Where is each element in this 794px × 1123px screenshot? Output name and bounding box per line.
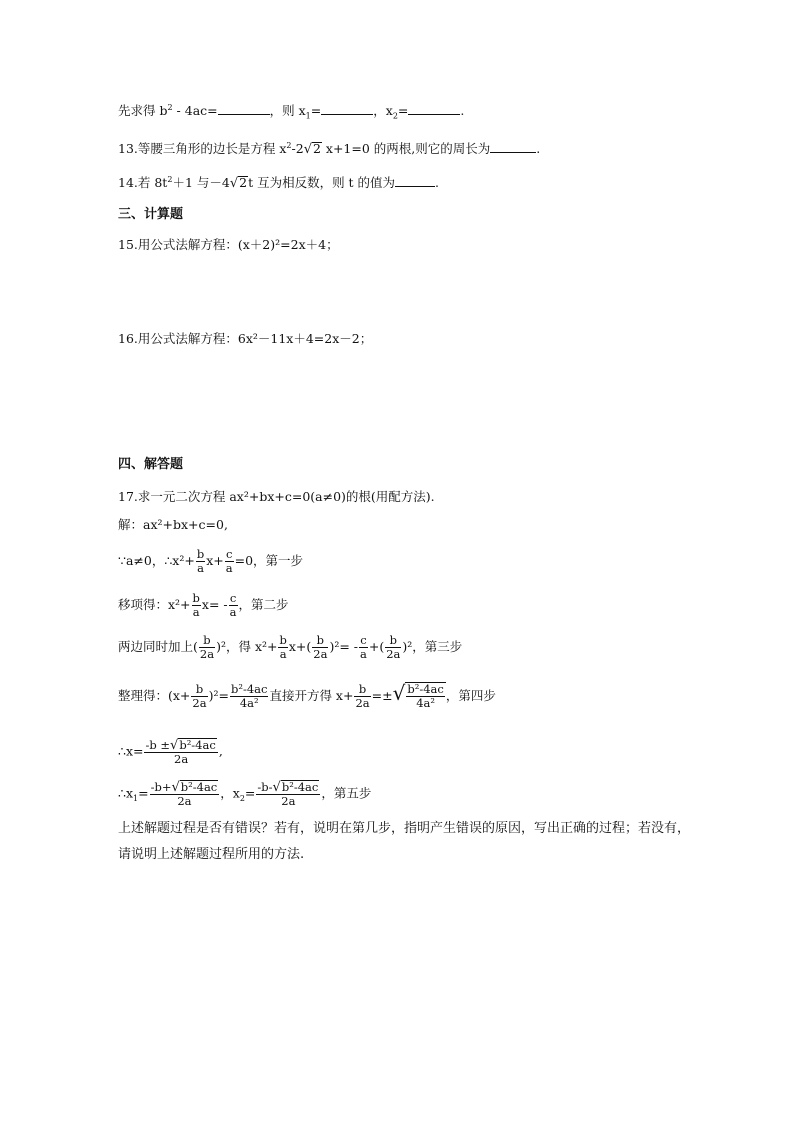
q12-line: 先求得 $b^2 - 4ac=$ ，则 $x_1=$ ，$x_2=$ . [118,102,465,121]
fraction-b-over-a: $\frac{b}{a}$ [192,591,200,619]
q17-step-3 [118,634,462,661]
q17-solution-start: 解：ax²+bx+c=0, [118,517,228,532]
step2-text-tail: ，第二步 [238,597,289,612]
q17-step-5a [118,738,223,766]
fraction-c-over-a: $\frac{c}{a}$ [360,633,367,661]
step4-text-e: ，第四步 [445,688,496,703]
step5a-text: ∴x= [118,743,144,759]
step3-text-d: )²= - [329,639,359,654]
q17-step-1 [118,548,303,575]
step1-text-tail: =0，第一步 [234,553,304,568]
q12-text-mid: - 4ac= [172,103,218,118]
fraction-root-2: $\frac{\text{-b-√b²-4ac}}{2a}$ [257,780,319,808]
fraction-root-1: $\frac{\text{-b+√b²-4ac}}{2a}$ [150,780,218,808]
step5b-text-tail: ，第五步 [321,785,372,801]
step1-text-mid: x+ [206,553,224,568]
q12-blank-2[interactable] [321,102,373,115]
q13-radicand: 2 [312,141,321,156]
q15-text: 15.用公式法解方程：(x＋2)²=2x＋4； [118,237,339,252]
step4-text: 整理得：(x+ [118,688,191,703]
step2-text-mid: x= - [201,597,228,612]
step5b-eq2: = [244,785,256,801]
fraction-c-over-a: $\frac{c}{a}$ [225,547,233,575]
step4-text-b: )²= [208,688,229,703]
step4-text-d: =± [371,688,393,703]
q12-blank-3[interactable] [408,102,460,115]
step3-text-f: )²，第三步 [402,639,463,654]
q14-blank[interactable] [395,174,435,187]
fraction-b-over-2a: $\frac{b}{2a}$ [386,633,401,661]
sqrt-sign-icon: √ [303,142,312,157]
fraction-b-over-2a: $\frac{b}{2a}$ [192,682,207,710]
q13-coef: -2 [291,141,304,156]
q17-step-4 [118,682,496,710]
section-4-heading: 四、解答题 [118,457,184,472]
step1-text: ∵a≠0，∴x²+ [118,553,195,568]
q12-text: 先求得 b [118,103,168,118]
step2-text: 移项得：x²+ [118,597,191,612]
q12-x1-label: ，则 x [269,103,306,118]
q13-line: 13.等腰三角形的边长是方程 $x^2-2√2$ x+1=0 的两根,则它的周长为 . [118,140,541,157]
fraction-c-over-a: $\frac{c}{a}$ [229,591,237,619]
step4-text-c: 直接开方得 x+ [269,688,354,703]
q13-end: . [536,141,541,156]
sqrt-disc-over-4a2: $\frac{\text{b²-4ac}}{\text{4a²}}$ [407,682,444,710]
q14-line: 14.若 $8t^2+1$ 与－4√2t 互为相反数，则 t 的值为 . [118,174,440,191]
section-3-heading: 三、计算题 [118,207,184,222]
fraction-b-over-a: $\frac{b}{a}$ [279,633,287,661]
q14-text-mid: ＋1 与－4 [172,175,230,190]
sqrt-sign-icon: √ [229,176,239,191]
q12-x2-label: ，x [373,103,393,118]
q17-step-5b: $\therefore x_1=$ $\frac{\text{-b+√b²-4ac}}{2a}$ ，$x_2=$ $\frac{\text{-b-√b²-4ac}}{2a}$ ，第五步 [118,780,372,808]
fraction-disc-over-4a2: $\frac{\text{b²-4ac}}{\text{4a²}}$ [230,682,268,710]
q14-end: . [435,175,440,190]
step3-text-b: )²，得 x²+ [216,639,278,654]
fraction-b-over-a: $\frac{b}{a}$ [196,547,205,575]
fraction-b-over-2a: $\frac{b}{2a}$ [313,633,328,661]
q17-question: 上述解题过程是否有错误？若有，说明在第几步，指明产生错误的原因，写出正确的过程；若没有，请说明上述解题过程所用的方法. [118,821,691,862]
fraction-quadratic-formula: $\frac{\text{-b ±√b²-4ac}}{2a}$ [145,738,216,766]
q12-blank-1[interactable] [218,102,270,115]
step5a-comma: , [218,743,223,759]
sqrt-sign-icon: √ [392,681,406,705]
sqrt-sign-icon: √ [170,738,179,753]
q13-blank[interactable] [490,140,536,153]
q13-text: 13.等腰三角形的边长是方程 x [118,141,287,156]
q14-text-tail: t 互为相反数，则 t 的值为 [248,175,396,190]
q13-text-tail: x+1=0 的两根,则它的周长为 [321,141,491,156]
fraction-b-over-2a: $\frac{b}{2a}$ [355,682,370,710]
q14-text: 14.若 8t [118,175,168,190]
q14-radicand: 2 [239,175,248,190]
q17-step-2 [118,592,289,619]
step3-text-e: +( [368,639,385,654]
step5b-x2-label: ，x [220,785,240,801]
step5b-x1-label: ∴x [118,785,134,801]
q16-text: 16.用公式法解方程：6x²－11x＋4=2x－2； [118,331,373,346]
step3-text: 两边同时加上( [118,639,198,654]
q17-title: 17.求一元二次方程 ax²+bx+c=0(a≠0)的根(用配方法). [118,489,435,504]
sqrt-sign-icon: √ [272,780,281,795]
sqrt-sign-icon: √ [171,780,180,795]
q12-end: . [460,103,465,118]
step3-text-c: x+( [288,639,312,654]
fraction-b-over-2a: $\frac{b}{2a}$ [199,633,215,661]
step5b-eq1: = [138,785,149,801]
